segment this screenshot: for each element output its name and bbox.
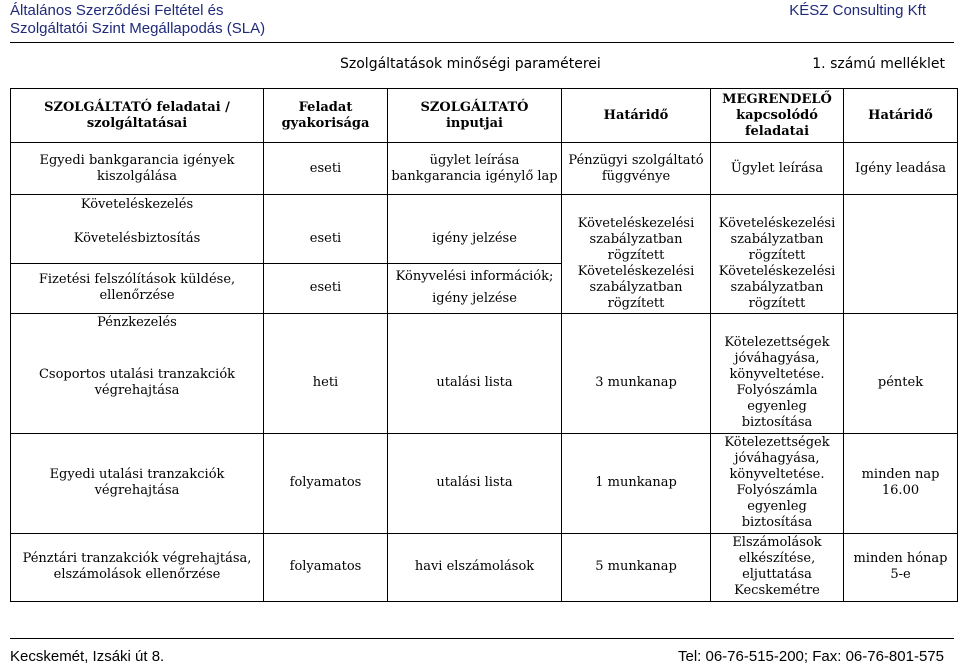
- document-title: [10, 2, 265, 38]
- table-cell: eseti: [264, 143, 388, 195]
- table-cell: igény jelzése: [388, 215, 562, 264]
- page-subtitle: Szolgáltatások minőségi paraméterei: [340, 56, 601, 72]
- column-header: Feladat gyakorisága: [264, 89, 388, 143]
- table-cell: Elszámolások elkészítése, eljuttatása Kecskemétre: [711, 533, 844, 601]
- table-cell: Pénztári tranzakciók végrehajtása, elszámolások ellenőrzése: [11, 533, 264, 601]
- cell-line: Követeléskezelési szabályzatban rögzített: [577, 215, 695, 263]
- cell-line: Követeléskezelési szabályzatban rögzített: [718, 215, 836, 263]
- table-cell: [388, 143, 562, 195]
- table-cell: Igény leadása: [844, 143, 958, 195]
- table-cell: péntek: [844, 333, 958, 433]
- table-cell: Egyedi bankgarancia igények kiszolgálása: [11, 143, 264, 195]
- table-cell: eseti: [264, 264, 388, 313]
- table-cell: [388, 264, 562, 313]
- table-cell: Kötelezettségek jóváhagyása, könyveltetése. Folyószámla egyenleg biztosítása: [711, 433, 844, 533]
- table-row: [11, 333, 958, 433]
- cell-line: Követeléskezelési szabályzatban rögzített: [718, 263, 836, 311]
- table-cell: utalási lista: [388, 333, 562, 433]
- table-cell: Fizetési felszólítások küldése, ellenőrzése: [11, 264, 264, 313]
- annex-label: 1. számú melléklet: [812, 56, 945, 72]
- table-row: [11, 215, 958, 264]
- table-cell: folyamatos: [264, 433, 388, 533]
- table-cell: Ügylet leírása: [711, 143, 844, 195]
- table-cell: minden hónap 5-e: [844, 533, 958, 601]
- table-cell-merged: [711, 215, 844, 314]
- table-cell: Csoportos utalási tranzakciók végrehajtása: [11, 333, 264, 433]
- table-row: [11, 195, 958, 215]
- cell-line: Követeléskezelési szabályzatban rögzített: [577, 263, 695, 311]
- table-cell: 3 munkanap: [562, 333, 711, 433]
- column-header: Határidő: [844, 89, 958, 143]
- table-cell: 1 munkanap: [562, 433, 711, 533]
- table-cell: heti: [264, 333, 388, 433]
- table-cell: minden nap 16.00: [844, 433, 958, 533]
- cell-line: ügylet leírása: [429, 152, 520, 168]
- table-header-row: [11, 89, 958, 143]
- table-cell: folyamatos: [264, 533, 388, 601]
- document-title-line2: Szolgáltatói Szint Megállapodás (SLA): [10, 20, 266, 37]
- column-header: MEGRENDELŐ kapcsolódó feladatai: [711, 89, 844, 143]
- header-divider: [10, 42, 954, 43]
- column-header: Határidő: [562, 89, 711, 143]
- table-cell: 5 munkanap: [562, 533, 711, 601]
- footer-divider: [10, 638, 954, 639]
- document-title-line1: Általános Szerződési Feltétel és: [10, 2, 224, 19]
- table-row: [11, 533, 958, 601]
- company-name: KÉSZ Consulting Kft: [789, 2, 926, 19]
- table-cell: utalási lista: [388, 433, 562, 533]
- footer-contact: Tel: 06-76-515-200; Fax: 06-76-801-575: [677, 648, 944, 665]
- table-cell: Követelésbiztosítás: [11, 215, 264, 264]
- column-header: SZOLGÁLTATÓ inputjai: [388, 89, 562, 143]
- section-heading: Pénzkezelés: [11, 313, 264, 333]
- table-row: [11, 313, 958, 333]
- table-cell: Kötelezettségek jóváhagyása, könyveltetése. Folyószámla egyenleg biztosítása: [711, 333, 844, 433]
- cell-line: bankgarancia igénylő lap: [391, 168, 558, 184]
- cell-line: igény jelzése: [432, 291, 517, 307]
- table-cell-merged: [562, 215, 711, 314]
- table-cell: havi elszámolások: [388, 533, 562, 601]
- footer-address: Kecskemét, Izsáki út 8.: [10, 648, 165, 665]
- section-heading: Követeléskezelés: [11, 195, 264, 215]
- service-quality-table: [10, 88, 958, 602]
- cell-line: Könyvelési információk;: [395, 269, 554, 285]
- table-cell: eseti: [264, 215, 388, 264]
- table-cell: Egyedi utalási tranzakciók végrehajtása: [11, 433, 264, 533]
- table-row: [11, 433, 958, 533]
- table-cell: Pénzügyi szolgáltató függvénye: [562, 143, 711, 195]
- column-header: SZOLGÁLTATÓ feladatai / szolgáltatásai: [11, 89, 264, 143]
- table-row: [11, 143, 958, 195]
